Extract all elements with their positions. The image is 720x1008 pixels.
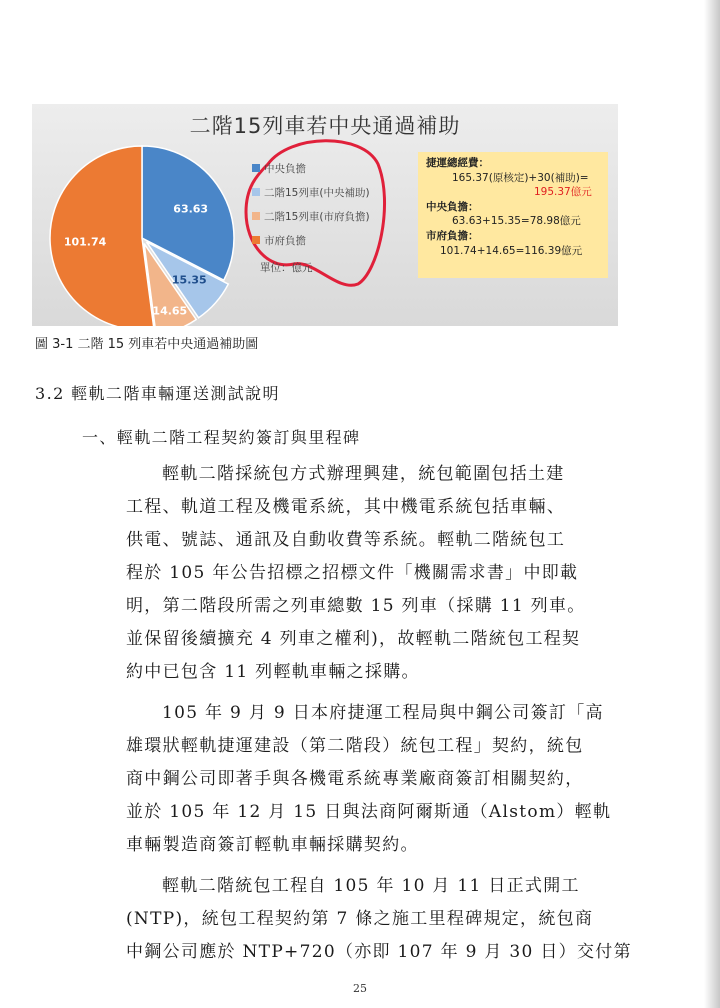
paragraph-2 [126, 697, 636, 862]
pie-label-second15-city: 14.65 [152, 304, 188, 318]
pie-label-second15-central: 15.35 [171, 273, 207, 287]
cost-central-label: 中央負擔： [426, 200, 479, 213]
legend-swatch-city [252, 236, 260, 244]
legend-label-central: 中央負擔 [264, 162, 306, 175]
legend-label-second15-city: 二階15列車(市府負擔) [264, 210, 370, 223]
cost-city-label: 市府負擔： [426, 229, 479, 242]
legend-item-central [252, 156, 370, 180]
legend-swatch-second15-central [252, 188, 260, 196]
legend-item-second15-central [252, 180, 370, 204]
body-text [126, 458, 636, 969]
paragraph-1 [126, 458, 636, 689]
text-line: 程於 105 年公告招標之招標文件「機關需求書」中即載 [126, 563, 579, 583]
text-line: 工程、軌道工程及機電系統，其中機電系統包括車輛、 [126, 497, 566, 517]
paragraph-3 [126, 870, 636, 969]
chart-legend [252, 156, 370, 252]
cost-total-label: 捷運總經費： [426, 157, 489, 169]
text-line: 商中鋼公司即著手與各機電系統專業廠商簽訂相關契約， [126, 769, 584, 789]
text-line: 供電、號誌、通訊及自動收費等系統。輕軌二階統包工 [126, 530, 566, 550]
text-line: 輕軌二階統包工程自 105 年 10 月 11 日正式開工 [162, 876, 580, 896]
text-line: 約中已包含 11 列輕軌車輛之採購。 [126, 662, 420, 682]
text-line: 並於 105 年 12 月 15 日與法商阿爾斯通（Alstom）輕軌 [126, 802, 612, 822]
legend-item-second15-city [252, 204, 370, 228]
text-line: 車輛製造商簽訂輕軌車輛採購契約。 [126, 835, 419, 855]
text-line: 105 年 9 月 9 日本府捷運工程局與中鋼公司簽訂「高 [162, 703, 604, 723]
text-line: 輕軌二階採統包方式辦理興建，統包範圍包括土建 [162, 464, 565, 484]
cost-total-value: 195.37億元 [534, 186, 592, 199]
figure-caption: 圖 3-1 二階 15 列車若中央通過補助圖 [35, 337, 259, 352]
cost-summary-box [418, 152, 608, 278]
text-line: 雄環狀輕軌捷運建設（第二階段）統包工程」契約，統包 [126, 736, 584, 756]
page-number: 25 [353, 982, 367, 995]
sub-heading: 一、輕軌二階工程契約簽訂與里程碑 [82, 428, 361, 447]
legend-swatch-second15-city [252, 212, 260, 220]
text-line: (NTP)，統包工程契約第 7 條之施工里程碑規定，統包商 [126, 909, 594, 929]
cost-city-formula: 101.74+14.65=116.39億元 [440, 244, 583, 257]
pie-chart-figure [32, 104, 618, 326]
legend-label-city: 市府負擔 [264, 234, 306, 247]
legend-item-city [252, 228, 370, 252]
text-line: 明，第二階段所需之列車總數 15 列車（採購 11 列車。 [126, 596, 586, 616]
chart-title: 二階15列車若中央通過補助 [189, 114, 461, 138]
legend-swatch-central [252, 164, 260, 172]
legend-label-second15-central: 二階15列車(中央補助) [264, 186, 370, 199]
text-line: 中鋼公司應於 NTP+720（亦即 107 年 9 月 30 日）交付第 [126, 942, 632, 962]
section-heading: 3.2 輕軌二階車輛運送測試說明 [35, 384, 280, 403]
pie-label-central: 63.63 [173, 202, 209, 216]
pie-label-city: 101.74 [63, 235, 107, 249]
page-edge-shadow [704, 0, 720, 1008]
text-line: 並保留後續擴充 4 列車之權利)，故輕軌二階統包工程契 [126, 629, 581, 649]
chart-unit-label: 單位：億元 [260, 262, 313, 274]
cost-central-formula: 63.63+15.35=78.98億元 [452, 215, 581, 228]
cost-total-formula: 165.37(原核定)+30(補助)= [452, 171, 589, 184]
